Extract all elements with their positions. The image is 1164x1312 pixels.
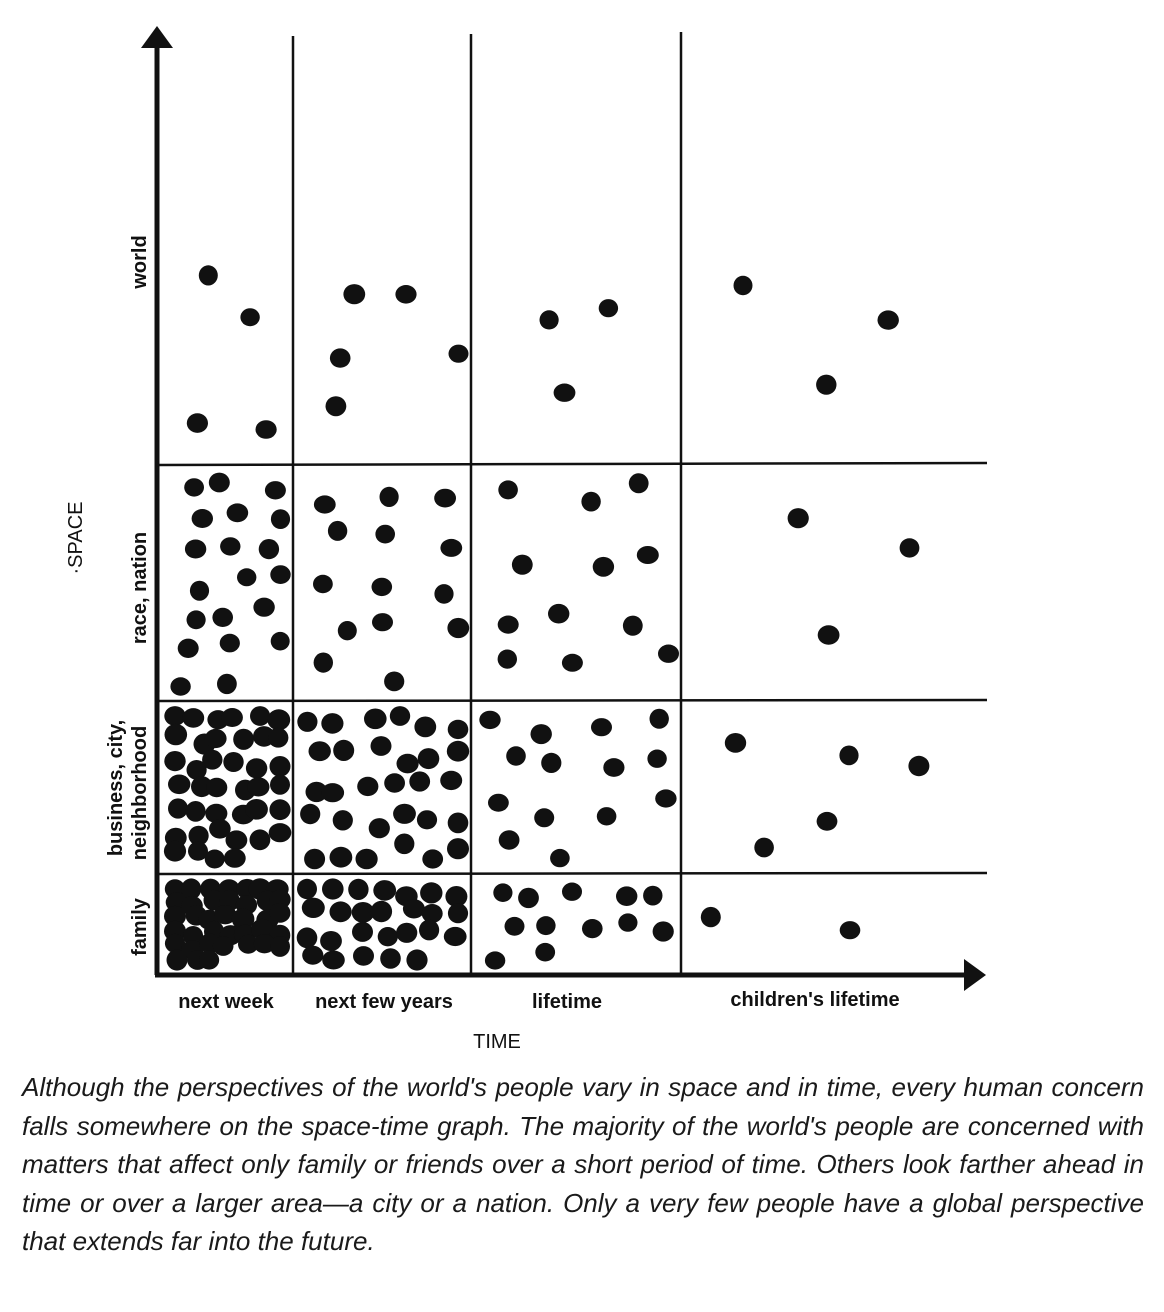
- concern-dot: [488, 794, 509, 812]
- concern-dot: [343, 284, 365, 304]
- time-label-lifetime: lifetime: [531, 991, 603, 1013]
- concern-dot: [182, 708, 204, 728]
- concern-dot: [245, 799, 268, 820]
- concern-dot: [226, 830, 248, 850]
- concern-dot: [270, 565, 290, 584]
- concern-dot: [348, 879, 368, 900]
- concern-dot: [434, 489, 456, 508]
- concern-dot: [205, 729, 227, 748]
- concern-dot: [233, 729, 254, 750]
- concern-dot: [164, 706, 185, 726]
- concern-dot: [326, 396, 347, 416]
- concern-dot: [352, 922, 373, 942]
- concern-dot: [536, 916, 555, 935]
- concern-dot: [333, 740, 354, 761]
- space-label-world: world: [129, 235, 151, 289]
- concern-dot: [371, 736, 392, 756]
- concern-dot: [417, 810, 437, 829]
- concern-dot: [184, 478, 204, 496]
- concern-dot: [328, 521, 347, 541]
- concern-dot: [393, 804, 416, 824]
- concern-dot: [356, 849, 378, 870]
- concern-dot: [493, 883, 512, 902]
- concern-dot: [369, 818, 390, 838]
- concern-dot: [448, 903, 468, 923]
- concern-dot: [213, 936, 234, 956]
- concern-dot: [562, 883, 582, 901]
- concern-dot: [591, 718, 612, 736]
- concern-dot: [333, 810, 353, 830]
- concern-dot: [187, 610, 206, 629]
- concern-dot: [371, 901, 392, 922]
- concern-dot: [616, 886, 637, 906]
- concern-dot: [187, 413, 208, 433]
- concern-dot: [380, 487, 399, 507]
- concern-dot: [357, 777, 378, 796]
- concern-dot: [440, 539, 462, 557]
- concern-dot: [256, 420, 277, 439]
- concern-dot: [397, 754, 419, 774]
- concern-dot: [322, 878, 344, 899]
- concern-dot: [192, 509, 213, 528]
- concern-dot: [270, 903, 291, 923]
- concern-dot: [250, 829, 271, 850]
- space-label-neighborhood: neighborhood: [129, 725, 151, 861]
- concern-dot: [199, 950, 219, 969]
- concern-dot: [655, 789, 676, 807]
- concern-dot: [447, 618, 469, 638]
- concern-dot: [485, 951, 505, 969]
- concern-dot: [270, 936, 290, 957]
- space-label-family: family: [129, 898, 151, 956]
- concern-dot: [321, 713, 343, 734]
- y-axis-title: ·SPACE: [65, 501, 87, 575]
- row-divider-race-nation: [157, 700, 987, 701]
- concern-dot: [878, 310, 899, 329]
- concern-dot: [541, 753, 561, 773]
- concern-dot: [314, 653, 333, 673]
- concern-dot: [505, 917, 525, 936]
- concern-dot: [414, 717, 436, 738]
- concern-dot: [637, 546, 659, 564]
- concern-dot: [165, 724, 188, 745]
- concern-dot: [205, 850, 225, 869]
- concern-dot: [250, 706, 270, 726]
- concern-dot: [302, 946, 323, 965]
- concern-dot: [550, 849, 570, 867]
- concern-dot: [338, 621, 357, 640]
- concern-dot: [178, 639, 199, 658]
- concern-dot: [498, 650, 517, 669]
- concern-dot: [593, 557, 614, 577]
- space-label-race-nation: race, nation: [129, 531, 151, 645]
- concern-dot: [506, 746, 526, 765]
- concern-dot: [599, 299, 618, 317]
- concern-dot: [223, 752, 243, 772]
- concern-dot: [449, 345, 469, 363]
- time-label-next-few-years: next few years: [315, 991, 453, 1013]
- concern-dot: [498, 616, 519, 634]
- concern-dot: [269, 823, 292, 842]
- concern-dot: [224, 849, 246, 868]
- concern-dot: [498, 480, 518, 499]
- concern-dot: [240, 308, 259, 326]
- concern-dot: [384, 773, 405, 792]
- concern-dot: [297, 879, 317, 899]
- row-divider-world: [157, 463, 987, 465]
- concern-dot: [309, 741, 331, 761]
- concern-dot: [247, 777, 269, 796]
- concern-dot: [444, 927, 467, 946]
- concern-dot: [447, 838, 469, 859]
- concern-dot: [314, 495, 336, 513]
- concern-dot: [603, 758, 624, 777]
- concern-dot: [222, 708, 243, 727]
- concern-dot: [217, 674, 237, 694]
- concern-dot: [479, 711, 500, 729]
- concern-dot: [653, 921, 674, 941]
- concern-dot: [167, 949, 188, 970]
- concern-dot: [816, 375, 836, 395]
- concern-dot: [212, 608, 233, 627]
- concern-dot: [701, 907, 721, 927]
- x-axis-arrowhead: [964, 959, 986, 991]
- concern-dot: [409, 771, 430, 791]
- concern-dot: [322, 951, 345, 970]
- concern-dots: [164, 265, 930, 970]
- concern-dot: [268, 728, 288, 748]
- time-label-next-week: next week: [178, 991, 274, 1013]
- concern-dot: [270, 756, 291, 777]
- concern-dot: [839, 746, 858, 766]
- concern-dot: [170, 677, 190, 695]
- concern-dot: [246, 758, 267, 778]
- concern-dot: [164, 751, 185, 771]
- concern-dot: [271, 632, 290, 651]
- concern-dot: [267, 709, 290, 730]
- concern-dot: [265, 481, 286, 499]
- concern-dot: [406, 949, 427, 970]
- concern-dot: [237, 568, 256, 586]
- concern-dot: [512, 555, 533, 575]
- concern-dot: [330, 348, 351, 367]
- concern-dot: [330, 847, 353, 868]
- concern-dot: [725, 733, 746, 753]
- concern-dot: [581, 492, 600, 512]
- concern-dot: [518, 888, 539, 908]
- concern-dot: [168, 775, 190, 795]
- concern-dot: [304, 849, 325, 870]
- concern-dot: [380, 948, 401, 969]
- concern-dot: [384, 672, 404, 692]
- concern-dot: [330, 901, 352, 922]
- concern-dot: [788, 508, 809, 528]
- concern-dot: [390, 706, 410, 726]
- concern-dot: [754, 838, 774, 858]
- space-label-business-city: business, city,: [105, 719, 127, 857]
- concern-dot: [531, 724, 552, 744]
- concern-dot: [623, 616, 643, 636]
- concern-dot: [297, 712, 317, 732]
- concern-dot: [269, 799, 290, 820]
- concern-dot: [448, 720, 469, 739]
- concern-dot: [548, 604, 569, 624]
- concern-dot: [534, 808, 554, 827]
- concern-dot: [448, 813, 469, 834]
- concern-dot: [227, 503, 249, 522]
- x-axis-title: TIME: [473, 1031, 521, 1053]
- concern-dot: [395, 285, 416, 304]
- concern-dot: [313, 575, 333, 593]
- concern-dot: [396, 923, 417, 943]
- concern-dot: [403, 899, 425, 918]
- concern-dot: [271, 509, 290, 529]
- concern-dot: [202, 750, 222, 770]
- concern-dot: [420, 882, 442, 903]
- concern-dot: [259, 539, 279, 559]
- concern-dot: [562, 654, 583, 672]
- concern-dot: [353, 946, 374, 966]
- concern-dot: [394, 834, 414, 855]
- concern-dot: [582, 919, 603, 938]
- concern-dot: [300, 804, 320, 824]
- concern-dot: [418, 748, 440, 769]
- concern-dot: [364, 709, 387, 730]
- concern-dot: [220, 537, 240, 555]
- concern-dot: [253, 598, 274, 617]
- figure-caption: Although the perspectives of the world's people vary in space and in time, every human concern falls somewhere on the space-time graph. The majority of the world's people are concerned with matters that affect only family or friends over a short period of time. Others look farther ahead in time or over a larger area—a city or a nation. Only a very few people have a global perspective that extends far into the future.: [22, 1072, 1144, 1256]
- concern-dot: [658, 645, 679, 663]
- concern-dot: [419, 920, 439, 941]
- concern-dot: [840, 921, 861, 939]
- y-axis-arrowhead: [141, 26, 173, 48]
- concern-dot: [190, 581, 209, 601]
- concern-dot: [321, 783, 344, 802]
- concern-dot: [629, 473, 649, 493]
- concern-dot: [900, 538, 920, 557]
- time-label-childrens-lifetime: children's lifetime: [730, 989, 900, 1011]
- concern-dot: [209, 473, 230, 493]
- concern-dot: [297, 927, 318, 948]
- concern-dot: [643, 886, 662, 906]
- concern-dot: [734, 276, 753, 296]
- concern-dot: [164, 841, 186, 862]
- concern-dot: [597, 807, 617, 825]
- concern-dot: [270, 775, 290, 795]
- row-divider-neighborhood: [157, 873, 987, 874]
- concern-dot: [186, 801, 206, 822]
- concern-dot: [302, 898, 325, 918]
- concern-dot: [618, 913, 637, 931]
- concern-dot: [817, 812, 838, 831]
- concern-dot: [908, 756, 929, 776]
- concern-dot: [375, 525, 395, 544]
- concern-dot: [540, 310, 559, 329]
- concern-dot: [422, 849, 443, 868]
- concern-dot: [818, 625, 840, 644]
- concern-dot: [373, 880, 396, 901]
- concern-dot: [168, 798, 188, 818]
- concern-dot: [199, 265, 218, 285]
- concern-dot: [320, 931, 342, 951]
- concern-dot: [372, 578, 393, 596]
- concern-dot: [650, 709, 669, 729]
- concern-dot: [447, 741, 469, 762]
- concern-dot: [535, 943, 555, 962]
- concern-dot: [378, 927, 398, 946]
- concern-dot: [220, 634, 240, 653]
- concern-dot: [554, 384, 576, 402]
- concern-dot: [647, 750, 666, 768]
- concern-dot: [185, 540, 206, 559]
- concern-dot: [440, 771, 462, 790]
- concern-dot: [206, 778, 227, 798]
- concern-dot: [434, 584, 453, 604]
- concern-dot: [499, 830, 520, 850]
- concern-dot: [372, 613, 393, 631]
